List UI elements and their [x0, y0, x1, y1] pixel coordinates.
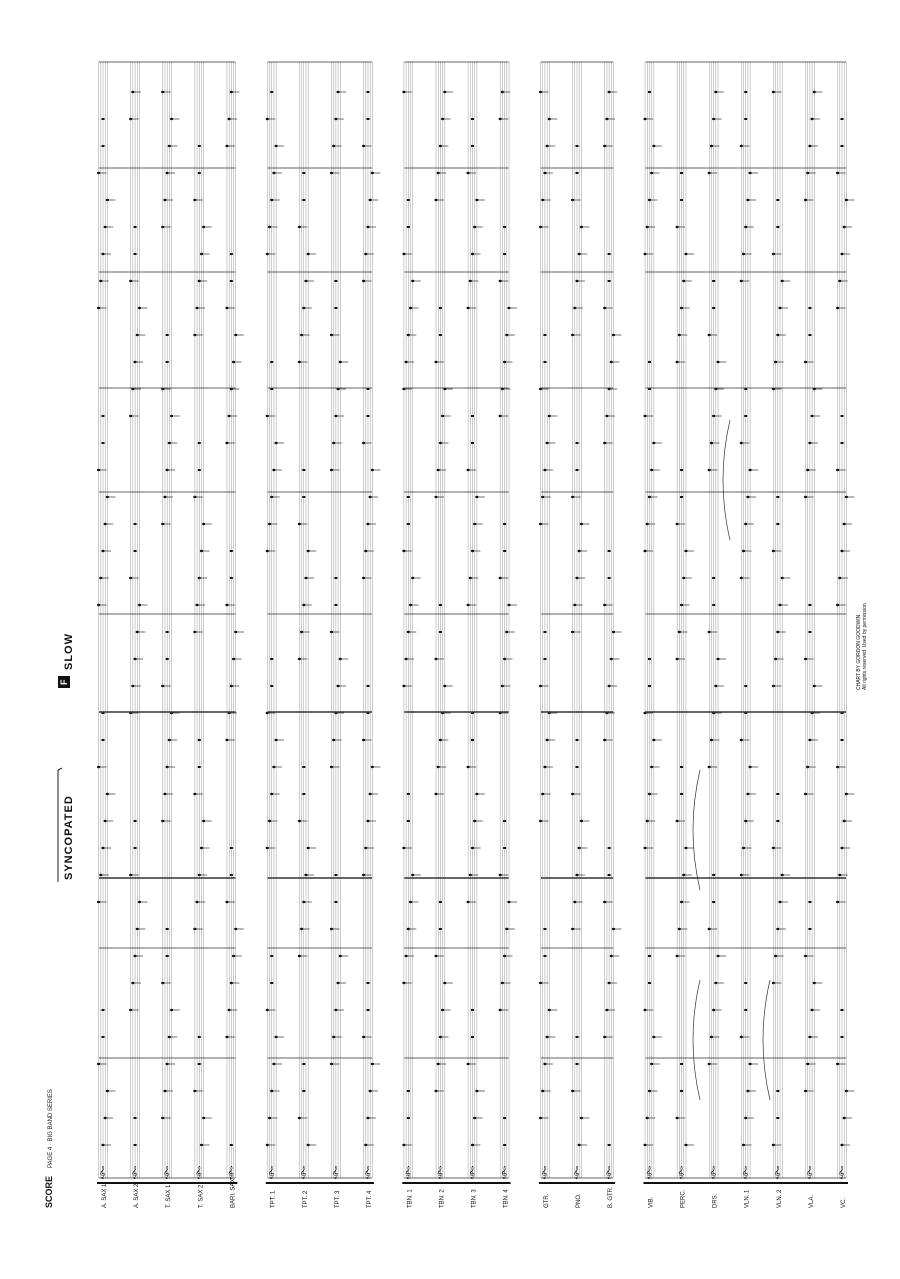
clef-icon: 𝄞 [131, 1167, 138, 1179]
instrument-label: TBN. 4 [503, 1189, 510, 1208]
instrument-label: B. GTR. [608, 1186, 615, 1208]
score-header-label: SCORE [44, 1175, 54, 1208]
clef-icon: 𝄞 [573, 1167, 580, 1179]
instrument-label: TBN. 3 [471, 1189, 478, 1208]
instrument-label: GTR. [543, 1193, 550, 1208]
instrument-label: PNO. [576, 1193, 583, 1208]
clef-icon: 𝄞 [805, 1167, 813, 1179]
instrument-label: VLN. 1 [744, 1189, 751, 1208]
instrument-label: T. SAX 1 [166, 1184, 173, 1208]
staff [571, 62, 589, 1179]
instrument-label: VIB. [648, 1196, 655, 1208]
clef-icon: 𝄞 [267, 1167, 275, 1179]
staff [330, 62, 348, 1179]
clef-icon: 𝄞 [468, 1167, 476, 1179]
section-syncopated [58, 768, 75, 882]
clef-icon: 𝄞 [741, 1167, 749, 1179]
credit-line: CHART BY GORDON GOODWIN [856, 614, 862, 690]
clef-icon: 𝄞 [540, 1167, 548, 1179]
staff [676, 62, 694, 1179]
instrument-label: TPT. 1 [270, 1190, 277, 1208]
staff [804, 62, 822, 1179]
instrument-label: VC. [841, 1197, 847, 1208]
section-slow [58, 633, 75, 688]
clef-icon: 𝄞 [500, 1167, 508, 1179]
staff [161, 62, 179, 1179]
staff-system [97, 62, 854, 1183]
staff [434, 62, 452, 1179]
clef-icon: 𝄞 [363, 1167, 371, 1179]
clef-icon: 𝄞 [436, 1167, 443, 1179]
clef-icon: 𝄞 [227, 1167, 234, 1179]
staff [740, 62, 758, 1179]
clef-icon: 𝄞 [299, 1167, 307, 1179]
staff [539, 62, 557, 1179]
instrument-label: VLA. [808, 1194, 815, 1208]
staff [362, 62, 380, 1179]
instrument-label: A. SAX 1 [102, 1183, 108, 1208]
score-header-subtitle: PAGE 4 · BIG BAND SERIES [48, 1089, 54, 1168]
clef-icon: 𝄞 [331, 1167, 339, 1179]
instrument-label: A. SAX 2 [134, 1183, 141, 1208]
staff [708, 62, 726, 1179]
instrument-label: VLN. 2 [776, 1189, 783, 1208]
instrument-label: BARI. SAX [230, 1178, 237, 1208]
staff [225, 62, 243, 1179]
staff [836, 62, 854, 1179]
instrument-label: TPT. 3 [334, 1190, 341, 1208]
instrument-label: PERC. [680, 1189, 687, 1208]
staff [643, 62, 661, 1179]
instrument-label: T. SAX 2 [198, 1184, 205, 1208]
staff [603, 62, 621, 1179]
clef-icon: 𝄞 [404, 1167, 411, 1179]
staff [193, 62, 211, 1179]
clef-icon: 𝄞 [773, 1167, 781, 1179]
staff [772, 62, 790, 1179]
instrument-label: TBN. 1 [407, 1189, 414, 1208]
rehearsal-mark-f: F [59, 679, 69, 685]
clef-icon: 𝄞 [838, 1167, 845, 1179]
section-label-slow: SLOW [63, 633, 75, 670]
staff [402, 62, 420, 1179]
staff [298, 62, 316, 1179]
instrument-label: TPT. 4 [366, 1190, 373, 1208]
instrument-label: DRS. [712, 1193, 719, 1208]
slur [693, 980, 700, 1100]
staff [97, 62, 115, 1179]
staff [467, 62, 485, 1179]
clef-icon: 𝄞 [195, 1167, 202, 1179]
staff [129, 62, 147, 1179]
slur [693, 770, 700, 890]
slur [763, 980, 770, 1100]
clef-icon: 𝄞 [163, 1167, 170, 1179]
copyright-line: All rights reserved. Used by permission. [862, 601, 868, 690]
slur [723, 420, 730, 540]
clef-icon: 𝄞 [645, 1167, 652, 1179]
clef-icon: 𝄞 [605, 1167, 612, 1179]
clef-icon: 𝄞 [709, 1167, 717, 1179]
instrument-label: TPT. 2 [302, 1190, 309, 1208]
staff [266, 62, 284, 1179]
staff [499, 62, 517, 1179]
section-label-syncopated: SYNCOPATED [63, 795, 75, 880]
instrument-label: TBN. 2 [439, 1189, 446, 1208]
clef-icon: 𝄞 [677, 1167, 685, 1179]
clef-icon: 𝄞 [99, 1167, 106, 1179]
